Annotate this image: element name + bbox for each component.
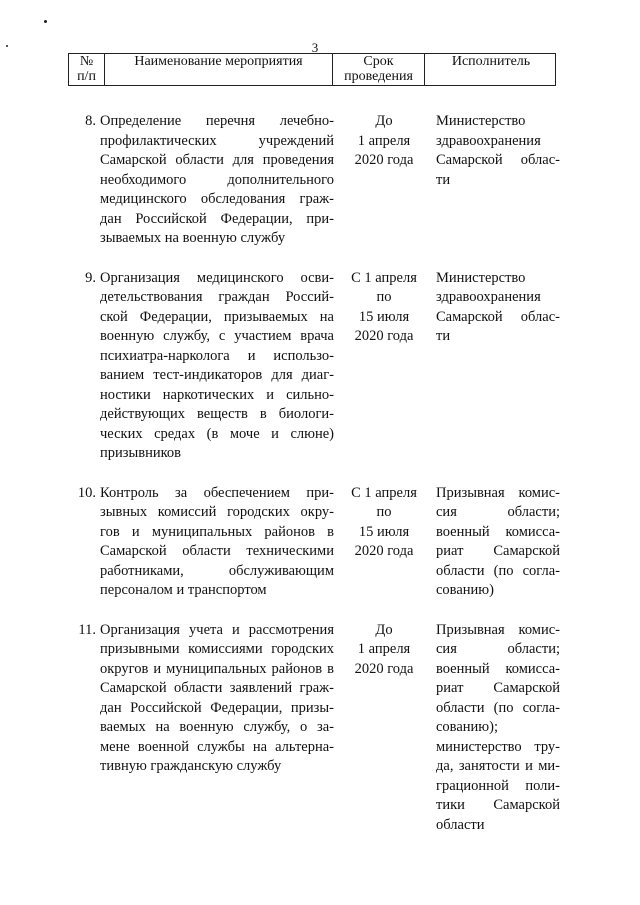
row-executor bbox=[428, 112, 560, 249]
row-executor bbox=[428, 269, 560, 464]
row-activity-name-line: ской Федерации, призываемых на bbox=[100, 308, 334, 325]
row-activity-name-line: дан Российской Федерации, призы- bbox=[100, 699, 334, 716]
header-term bbox=[333, 54, 425, 85]
row-executor-line: области (по согла- bbox=[436, 562, 560, 579]
table-row bbox=[70, 621, 560, 836]
row-executor-line: да, занятости и ми- bbox=[436, 758, 560, 774]
row-number: 10. bbox=[77, 484, 96, 501]
row-activity-name-line: ваемых на военную службу, о за- bbox=[100, 719, 334, 735]
row-executor-line: области (по согла- bbox=[436, 699, 560, 716]
table-row bbox=[70, 484, 560, 601]
row-term-line: 15 июля bbox=[358, 523, 410, 540]
row-executor-line: Министерство bbox=[436, 269, 526, 286]
row-activity-name-line: действующих веществ в биологи- bbox=[100, 406, 334, 422]
row-activity-name-line: работниками, обслуживающим bbox=[100, 562, 334, 579]
row-term-line: С 1 апреля bbox=[351, 269, 417, 286]
row-activity-name bbox=[100, 621, 340, 836]
scan-speck bbox=[6, 45, 8, 47]
row-executor-line: ти bbox=[436, 171, 451, 188]
header-name: Наименование мероприятия bbox=[105, 54, 333, 85]
row-activity-name-line: призывными комиссиями городских bbox=[100, 641, 334, 657]
row-activity-name-line: Организация медицинского осви- bbox=[100, 269, 334, 286]
page-number: 3 bbox=[311, 40, 319, 55]
row-activity-name-line: ностики наркотических и сильно- bbox=[100, 386, 334, 403]
header-num-line: п/п bbox=[77, 69, 96, 84]
row-activity-name-line: детельствования граждан Россий- bbox=[100, 289, 334, 305]
row-executor bbox=[428, 621, 560, 836]
row-term bbox=[340, 269, 428, 464]
header-exec: Исполнитель bbox=[451, 54, 531, 69]
row-executor-line: ти bbox=[436, 328, 451, 344]
row-activity-name-line: Контроль за обеспечением при- bbox=[100, 484, 334, 501]
row-activity-name bbox=[100, 484, 340, 601]
row-activity-name-line: необходимого дополнительного bbox=[100, 171, 334, 188]
row-term-line: С 1 апреля bbox=[351, 484, 417, 501]
row-term-line: по bbox=[376, 289, 392, 305]
row-term-line: по bbox=[376, 504, 392, 520]
table-header bbox=[68, 53, 556, 86]
table-row bbox=[70, 112, 560, 249]
row-term bbox=[340, 621, 428, 836]
row-activity-name-line: Самарской области заявлений граж- bbox=[100, 680, 334, 696]
row-executor-line: Самарской облас- bbox=[436, 308, 560, 325]
row-executor-line: Призывная комис- bbox=[436, 621, 560, 638]
row-activity-name-line: медицинского обследования граж- bbox=[100, 191, 334, 207]
row-executor-line: сия области; bbox=[436, 641, 560, 657]
row-activity-name-line: военную службу, с участием врача bbox=[100, 328, 334, 344]
row-executor-line: военный комисса- bbox=[436, 660, 560, 677]
row-activity-name-line: Самарской области для проведения bbox=[100, 152, 334, 168]
row-term-line: 1 апреля bbox=[357, 641, 411, 657]
header-term-line: Срок bbox=[363, 54, 394, 69]
row-activity-name-line: тивную гражданскую службу bbox=[100, 758, 282, 774]
row-term-line: 1 апреля bbox=[357, 132, 411, 149]
row-activity-name-line: Определение перечня лечебно- bbox=[100, 113, 334, 129]
row-executor-line: сованию) bbox=[436, 582, 494, 598]
row-activity-name-line: Организация учета и рассмотрения bbox=[100, 621, 334, 638]
row-activity-name-line: дан Российской Федерации, при- bbox=[100, 210, 334, 227]
row-executor-line: тики Самарской bbox=[436, 797, 560, 813]
table-row bbox=[70, 269, 560, 464]
row-activity-name-line: мене военной службы на альтерна- bbox=[100, 738, 334, 755]
row-number: 9. bbox=[85, 269, 96, 286]
row-activity-name-line: округов и муниципальных районов в bbox=[100, 660, 334, 677]
row-activity-name bbox=[100, 269, 340, 464]
row-activity-name-line: зываемых на военную службу bbox=[100, 230, 286, 246]
row-executor-line: риат Самарской bbox=[436, 543, 560, 559]
row-term-line: До bbox=[375, 113, 393, 129]
row-executor-line: грационной поли- bbox=[436, 777, 560, 794]
row-term-line: 2020 года bbox=[354, 328, 414, 344]
row-activity-name-line: профилактических учреждений bbox=[100, 132, 334, 149]
row-activity-name-line: ческих средах (в моче и слюне) bbox=[100, 425, 334, 442]
row-activity-name-line: психиатра-нарколога и использо- bbox=[100, 347, 334, 364]
row-activity-name-line: призывников bbox=[100, 445, 182, 461]
header-num-line: № bbox=[79, 54, 94, 69]
scan-speck bbox=[44, 20, 47, 23]
row-executor-line: сованию); bbox=[436, 719, 498, 735]
row-activity-name-line: гов и муниципальных районов в bbox=[100, 523, 334, 540]
row-term-line: 2020 года bbox=[354, 543, 414, 559]
row-executor bbox=[428, 484, 560, 601]
row-executor-line: области bbox=[436, 816, 485, 833]
row-executor-line: сия области; bbox=[436, 504, 560, 520]
row-activity-name bbox=[100, 112, 340, 249]
row-executor-line: риат Самарской bbox=[436, 680, 560, 696]
row-activity-name-line: Самарской области техническими bbox=[100, 543, 334, 559]
header-num bbox=[69, 54, 105, 85]
row-term-line: 2020 года bbox=[354, 152, 414, 168]
table-body bbox=[70, 112, 560, 835]
row-executor-line: здравоохранения bbox=[436, 132, 541, 149]
row-term bbox=[340, 484, 428, 601]
row-executor-line: Самарской облас- bbox=[436, 152, 560, 168]
row-executor-line: здравоохранения bbox=[436, 289, 541, 305]
row-number: 11. bbox=[78, 621, 96, 638]
row-executor-line: министерство тру- bbox=[436, 738, 560, 755]
row-term-line: 2020 года bbox=[354, 660, 414, 677]
row-executor-line: Министерство bbox=[436, 113, 526, 129]
row-term bbox=[340, 112, 428, 249]
row-activity-name-line: персоналом и транспортом bbox=[100, 582, 267, 598]
row-executor-line: Призывная комис- bbox=[436, 484, 560, 501]
row-activity-name-line: ванием тест-индикаторов для диаг- bbox=[100, 367, 334, 383]
header-term-line: проведения bbox=[344, 69, 413, 84]
row-executor-line: военный комисса- bbox=[436, 523, 560, 540]
row-number: 8. bbox=[85, 113, 96, 129]
row-term-line: До bbox=[375, 621, 393, 638]
row-activity-name-line: зывных комиссий городских окру- bbox=[100, 504, 334, 520]
row-term-line: 15 июля bbox=[358, 308, 410, 325]
